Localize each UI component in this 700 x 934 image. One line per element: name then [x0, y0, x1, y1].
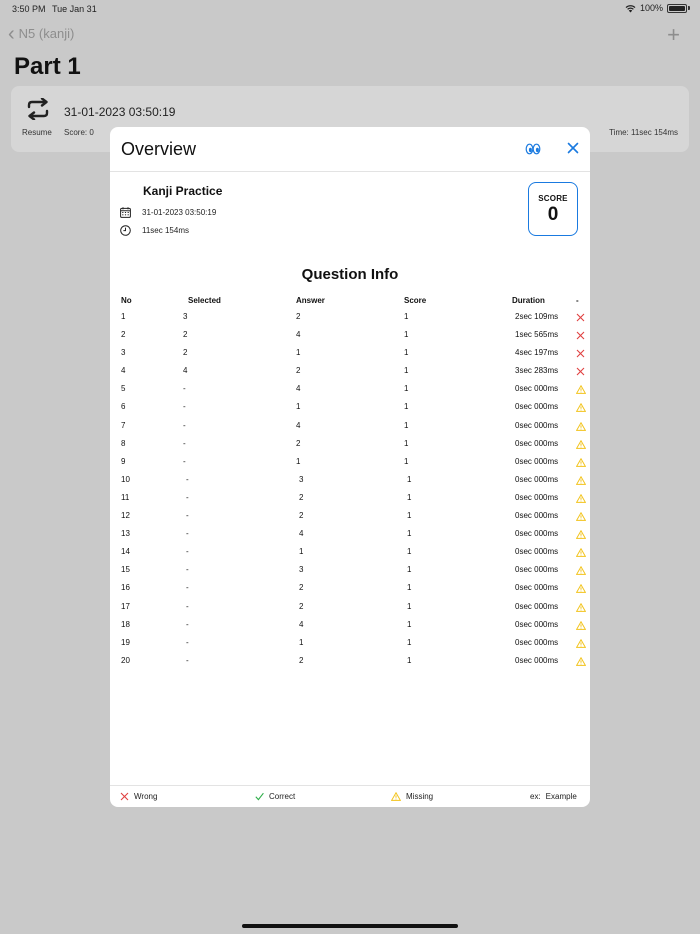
legend-wrong-label: Wrong: [134, 792, 158, 801]
cell-no: 14: [121, 547, 130, 557]
status-right: [625, 3, 690, 13]
table-row: 8 - 2 1 0sec 000ms: [110, 436, 590, 454]
score-label: SCORE: [538, 194, 568, 203]
test-duration: 11sec 154ms: [142, 226, 189, 235]
home-indicator[interactable]: [242, 924, 458, 928]
resume-button[interactable]: Resume: [22, 128, 52, 137]
add-button[interactable]: [667, 22, 680, 48]
test-name: Kanji Practice: [143, 184, 223, 198]
legend-example-label: Example: [545, 792, 577, 801]
chevron-left-icon: ‹: [8, 22, 15, 45]
warning-triangle-icon: [391, 792, 401, 801]
calendar-icon: [120, 207, 131, 218]
legend-missing: [391, 792, 433, 801]
cell-no: 10: [121, 474, 130, 484]
cell-no: 19: [121, 637, 130, 647]
cell-no: 18: [121, 619, 130, 629]
table-row: 4 4 2 1 3sec 283ms: [110, 363, 590, 381]
cell-no: 13: [121, 529, 130, 539]
clock-icon: [120, 225, 131, 236]
cell-no: 3: [121, 348, 126, 358]
battery-tip: [688, 6, 690, 10]
legend: [110, 785, 590, 807]
duration-row: [120, 225, 189, 236]
col-no: No: [121, 296, 132, 305]
cell-no: 6: [121, 402, 126, 412]
battery-icon: [667, 4, 687, 13]
close-icon[interactable]: [567, 142, 579, 154]
table-row: 5 - 4 1 0sec 000ms: [110, 381, 590, 399]
cell-no: 5: [121, 384, 126, 394]
cell-no: 7: [121, 420, 126, 430]
table-row: 1 3 2 1 2sec 109ms: [110, 309, 590, 327]
status-bar: [0, 0, 700, 18]
cell-no: 2: [121, 330, 126, 340]
cell-no: 12: [121, 511, 130, 521]
legend-correct-label: Correct: [269, 792, 296, 801]
eyes-icon[interactable]: [525, 143, 541, 155]
score-box: [528, 182, 578, 236]
legend-missing-label: Missing: [406, 792, 434, 801]
cell-no: 20: [121, 655, 130, 665]
test-date: 31-01-2023 03:50:19: [142, 208, 217, 217]
table-row: 20 - 2 1 0sec 000ms: [110, 653, 590, 671]
table-row: 11 - 2 1 0sec 000ms: [110, 490, 590, 508]
table-row: 9 - 1 1 0sec 000ms: [110, 454, 590, 472]
table-row: 13 - 4 1 0sec 000ms: [110, 526, 590, 544]
cell-no: 9: [121, 456, 126, 466]
cell-no: 16: [121, 583, 130, 593]
battery-percent: 100%: [639, 3, 663, 13]
cell-no: 17: [121, 601, 130, 611]
status-date: Tue Jan 31: [52, 4, 97, 14]
legend-correct: [255, 792, 295, 801]
question-table: [110, 293, 590, 671]
table-row: 18 - 4 1 0sec 000ms: [110, 617, 590, 635]
modal-header: [110, 127, 590, 172]
legend-example: [530, 792, 577, 801]
x-mark-icon: [120, 792, 129, 801]
repeat-icon: [25, 98, 51, 120]
card-score: Score: 0: [64, 128, 94, 137]
table-row: 10 - 3 1 0sec 000ms: [110, 472, 590, 490]
cell-no: 11: [121, 492, 130, 502]
table-row: 3 2 1 1 4sec 197ms: [110, 345, 590, 363]
table-body: [110, 309, 590, 671]
cell-no: 15: [121, 565, 130, 575]
legend-wrong: [120, 792, 157, 801]
table-row: 15 - 3 1 0sec 000ms: [110, 562, 590, 580]
section-title: Question Info: [301, 266, 399, 283]
status-time: 3:50 PM: [12, 4, 46, 14]
cell-no: 1: [121, 312, 126, 321]
table-row: 6 - 1 1 0sec 000ms: [110, 399, 590, 417]
page-title: Part 1: [14, 53, 81, 80]
card-time: Time: 11sec 154ms: [609, 128, 678, 137]
card-title: 31-01-2023 03:50:19: [64, 105, 176, 119]
table-row: 12 - 2 1 0sec 000ms: [110, 508, 590, 526]
cell-no: 8: [121, 438, 126, 448]
check-mark-icon: [255, 792, 264, 801]
plus-icon: +: [667, 22, 680, 47]
date-row: [120, 207, 216, 218]
table-row: 19 - 1 1 0sec 000ms: [110, 635, 590, 653]
wifi-icon: [625, 4, 636, 13]
overview-modal: [110, 127, 590, 807]
back-button[interactable]: [8, 22, 75, 45]
table-row: 2 2 4 1 1sec 565ms: [110, 327, 590, 345]
score-value: 0: [547, 204, 559, 225]
table-row: 7 - 4 1 0sec 000ms: [110, 418, 590, 436]
table-row: 16 - 2 1 0sec 000ms: [110, 580, 590, 598]
cell-no: 4: [121, 366, 126, 376]
modal-title: Overview: [121, 139, 197, 159]
back-label: N5 (kanji): [18, 26, 75, 41]
table-row: 17 - 2 1 0sec 000ms: [110, 599, 590, 617]
legend-example-key: ex:: [530, 792, 541, 801]
table-row: 14 - 1 1 0sec 000ms: [110, 544, 590, 562]
table-header: No Selected Answer Score Duration -: [121, 296, 579, 305]
